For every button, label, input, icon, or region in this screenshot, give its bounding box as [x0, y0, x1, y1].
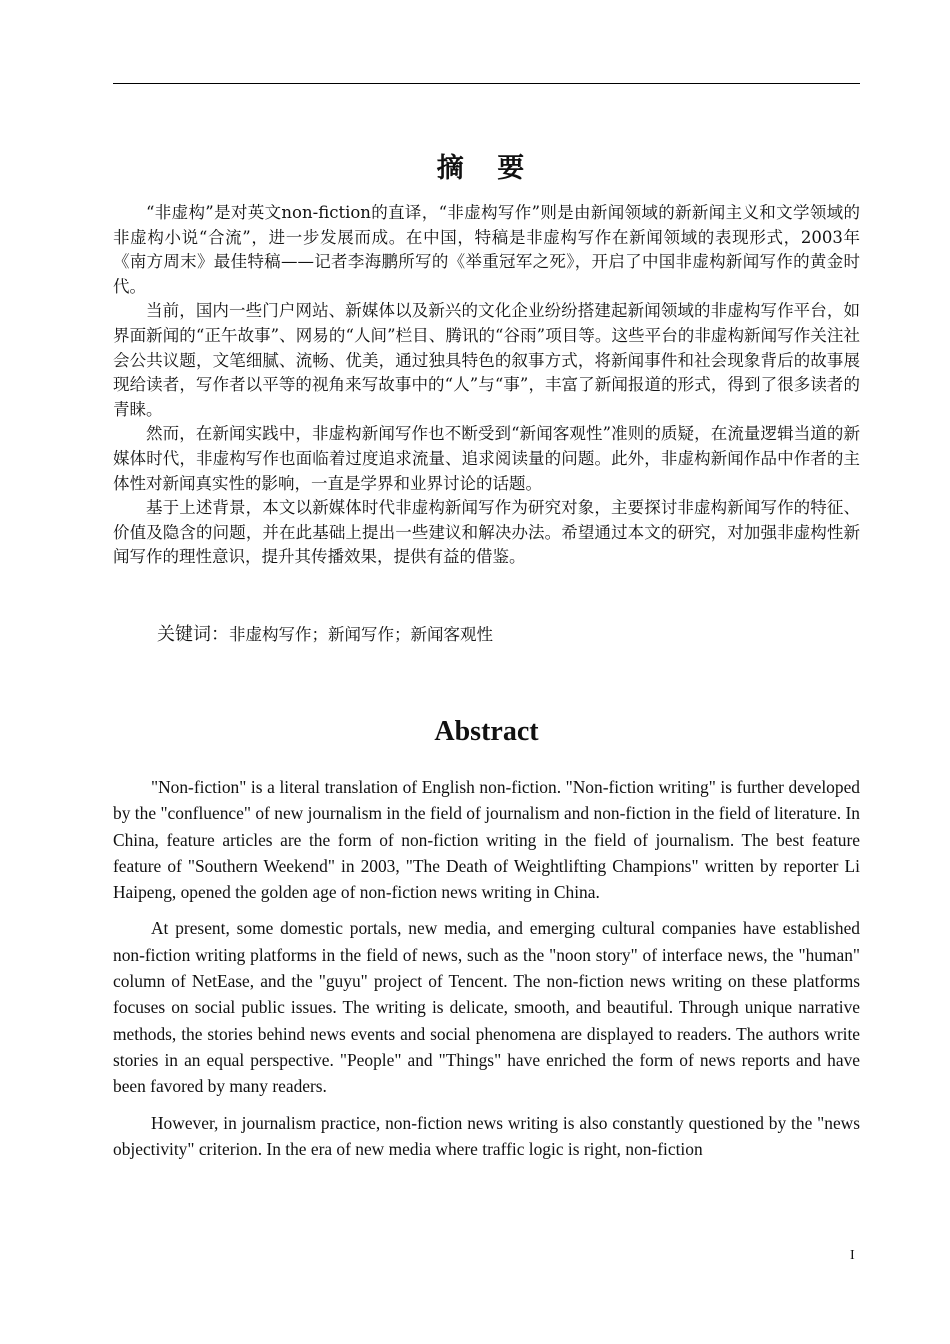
chinese-abstract-paragraph: 当前，国内一些门户网站、新媒体以及新兴的文化企业纷纷搭建起新闻领域的非虚构写作平台，如界面新闻的“正午故事”、网易的“人间”栏目、腾讯的“谷雨”项目等。这些平台的非虚构新闻写作关注社会公共议题，文笔细腻、流畅、优美，通过独具特色的叙事方式，将新闻事件和社会现象背后的故事展现给读者，写作者以平等的视角来写故事中的“人”与“事”，丰富了新闻报道的形式，得到了很多读者的青睐。	[113, 301, 860, 419]
english-abstract-paragraph: However, in journalism practice, non-fiction news writing is also constantly questioned by the "news objectivity" criterion. In the era of new media where traffic logic is right, non-fiction	[113, 1112, 860, 1159]
chinese-abstract-paragraph: 基于上述背景，本文以新媒体时代非虚构新闻写作为研究对象，主要探讨非虚构新闻写作的特征、价值及隐含的问题，并在此基础上提出一些建议和解决办法。希望通过本文的研究，对加强非虚构性新闻写作的理性意识，提升其传播效果，提供有益的借鉴。	[113, 498, 860, 567]
chinese-abstract-paragraph: “非虚构”是对英文non-fiction的直译，“非虚构写作”则是由新闻领域的新新闻主义和文学领域的非虚构小说“合流”，进一步发展而成。在中国，特稿是非虚构写作在新闻领域的表现形式，2003年《南方周末》最佳特稿——记者李海鹏所写的《举重冠军之死》，开启了中国非虚构新闻写作的黄金时代。	[113, 203, 860, 296]
english-abstract-paragraph: "Non-fiction" is a literal translation of English non-fiction. "Non-fiction writing" is further developed by the "confluence" of new journalism in the field of journalism and non-fiction in the field of literature. In China, feature articles are the form of non-fiction writing in the field of journalism. The best feature feature of "Southern Weekend" in 2003, "The Death of Weightlifting Champions" written by reporter Li Haipeng, opened the golden age of non-fiction news writing in China.	[113, 777, 860, 903]
chinese-abstract-paragraph: 然而，在新闻实践中，非虚构新闻写作也不断受到“新闻客观性”准则的质疑，在流量逻辑当道的新媒体时代，非虚构写作也面临着过度追求流量、追求阅读量的问题。此外，非虚构新闻作品中作者的主体性对新闻真实性的影响，一直是学界和业界讨论的话题。	[113, 424, 860, 493]
chinese-abstract-title: 摘 要	[436, 153, 537, 184]
keywords-line	[157, 622, 493, 648]
english-abstract-title: Abstract	[434, 716, 539, 747]
chinese-abstract-body	[113, 201, 860, 570]
english-abstract-body	[113, 774, 860, 1172]
english-abstract-paragraph: At present, some domestic portals, new media, and emerging cultural companies have established non-fiction writing platforms in the field of news, such as the "noon story" of interface news, the "human" column of NetEase, and the "guyu" project of Tencent. The non-fiction news writing on these platforms focuses on social public issues. The writing is delicate, smooth, and beautiful. Through unique narrative methods, the stories behind news events and social phenomena are displayed to readers. The authors write stories in an equal perspective. "People" and "Things" have enriched the form of news reports and have been favored by many readers.	[113, 918, 860, 1097]
header-rule	[113, 83, 860, 84]
page-number: I	[850, 1248, 855, 1263]
keywords-label: 关键词：	[157, 624, 229, 645]
keywords-text: 非虚构写作；新闻写作；新闻客观性	[229, 625, 493, 644]
